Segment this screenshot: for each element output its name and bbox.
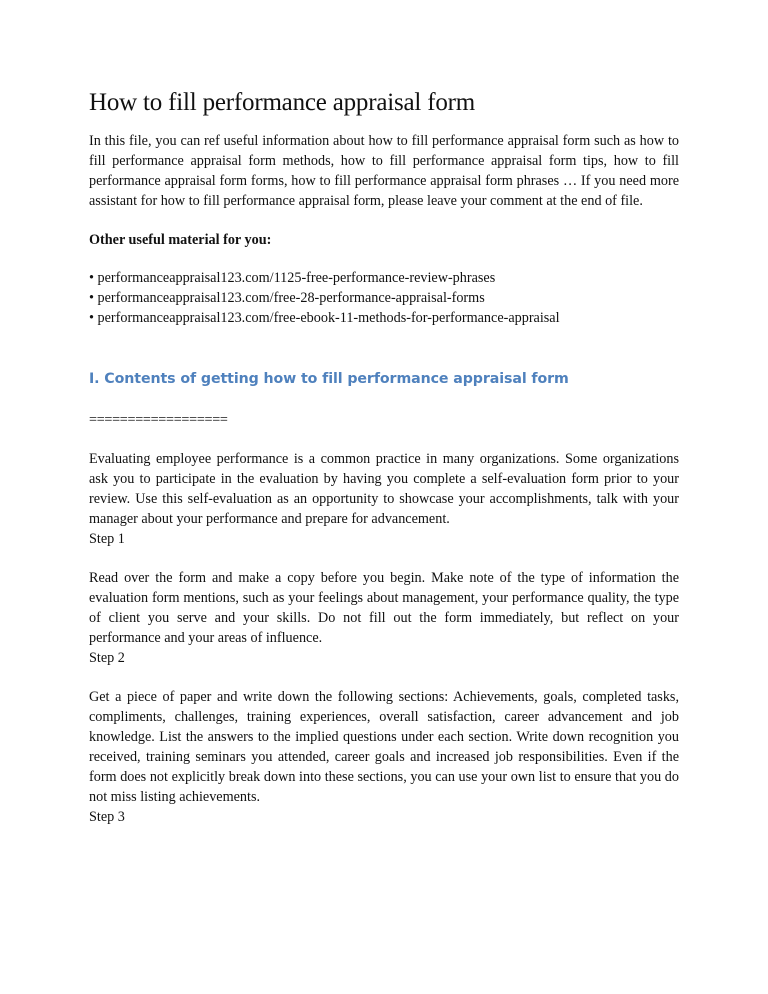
- step-label: Step 2: [89, 650, 125, 666]
- material-link[interactable]: • performanceappraisal123.com/1125-free-performance-review-phrases: [89, 270, 496, 286]
- document-page: [89, 88, 679, 827]
- document-title: How to fill performance appraisal form: [89, 89, 476, 116]
- other-material-label: Other useful material for you:: [89, 232, 272, 248]
- intro-paragraph: In this file, you can ref useful information about how to fill performance appraisal form such as how to fill performance appraisal form methods, how to fill performance appraisal form tips, how to fill performance appraisal form forms, how to fill performance appraisal form phrases … If you need more assistant for how to fill performance appraisal form, please leave your comment at the end of file.: [89, 133, 679, 209]
- content-block: [89, 568, 679, 668]
- step-label: Step 3: [89, 809, 125, 825]
- content-block: [89, 449, 679, 549]
- content-paragraph: Evaluating employee performance is a common practice in many organizations. Some organizations ask you to participate in the evaluation by having you complete a self-evaluation form prior to your review. Use this self-evaluation as an opportunity to showcase your accomplishments, talk with your manager about your performance and prepare for advancement.: [89, 451, 679, 527]
- content-paragraph: Get a piece of paper and write down the following sections: Achievements, goals, completed tasks, compliments, challenges, training experiences, overall satisfaction, career advancement and job knowledge. List the answers to the implied questions under each section. Write down recognition you received, training seminars you attended, career goals and increased job responsibilities. Even if the form does not explicitly break down into these sections, you can use your own list to ensure that you do not miss listing achievements.: [89, 689, 679, 805]
- material-link[interactable]: • performanceappraisal123.com/free-ebook-11-methods-for-performance-appraisal: [89, 310, 560, 326]
- material-link[interactable]: • performanceappraisal123.com/free-28-performance-appraisal-forms: [89, 290, 485, 306]
- section-heading: I. Contents of getting how to fill performance appraisal form: [89, 371, 569, 387]
- step-label: Step 1: [89, 531, 125, 547]
- content-paragraph: Read over the form and make a copy before you begin. Make note of the type of information the evaluation form mentions, such as your feelings about management, your performance quality, the type of client you serve and your skills. Do not fill out the form immediately, but reflect on your performance and your areas of influence.: [89, 570, 679, 646]
- material-link-list: [89, 268, 679, 328]
- content-block: [89, 687, 679, 827]
- divider-line: ==================: [89, 412, 228, 428]
